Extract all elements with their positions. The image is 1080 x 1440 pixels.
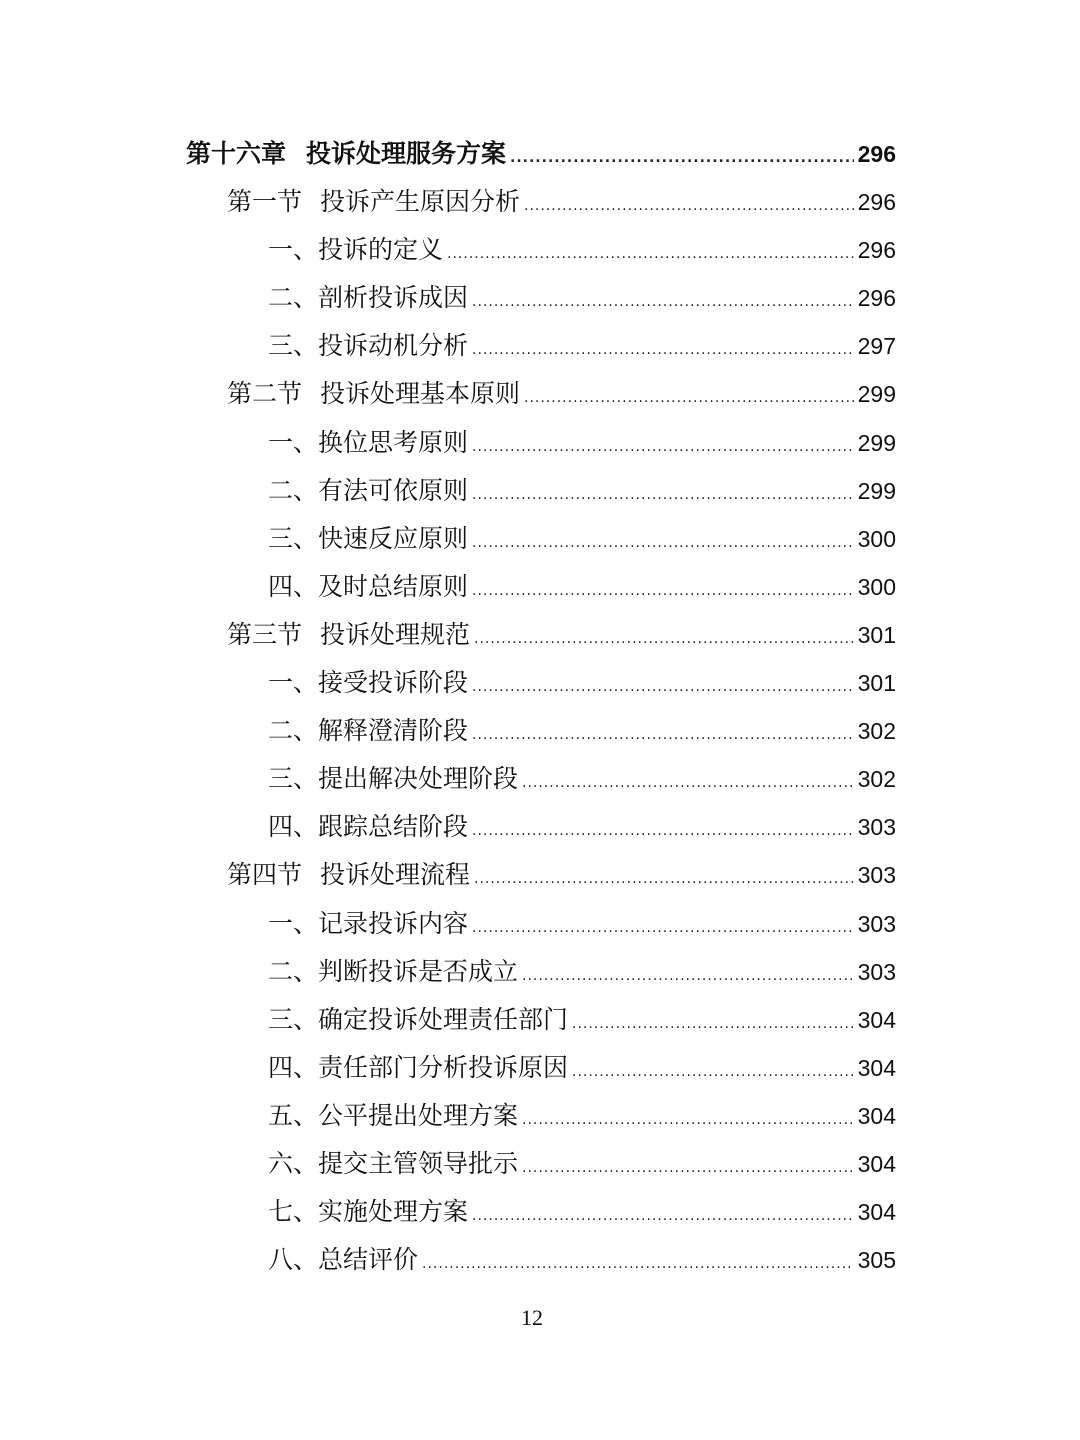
toc-item-prefix: 六、 <box>268 1148 319 1178</box>
toc-item-prefix: 二、 <box>268 283 319 313</box>
toc-section-entry <box>186 611 896 659</box>
toc-section-prefix: 第一节 <box>227 187 303 217</box>
toc-item-page: 300 <box>857 573 896 600</box>
toc-item-entry <box>186 226 896 274</box>
toc-section-title: 投诉处理规范 <box>320 619 471 649</box>
toc-item-title: 记录投诉内容 <box>318 908 469 938</box>
toc-item-page: 304 <box>857 1006 896 1033</box>
toc-item-title: 提出解决处理阶段 <box>318 764 519 794</box>
toc-item-entry <box>186 1044 896 1092</box>
toc-dot-leader <box>474 615 854 663</box>
toc-item-title: 换位思考原则 <box>318 427 469 457</box>
toc-item-title: 剖析投诉成因 <box>318 283 469 313</box>
toc-item-entry <box>186 563 896 611</box>
toc-section-title: 投诉处理基本原则 <box>320 379 521 409</box>
toc-item-entry <box>186 755 896 803</box>
toc-dot-leader <box>572 1000 854 1048</box>
toc-dot-leader <box>510 134 854 182</box>
toc-item-prefix: 二、 <box>268 716 319 746</box>
toc-section-page: 296 <box>857 189 896 216</box>
toc-dot-leader <box>522 759 854 807</box>
toc-item-page: 296 <box>857 237 896 264</box>
toc-section-page: 301 <box>857 621 896 648</box>
toc-item-page: 303 <box>857 910 896 937</box>
toc-section-entry <box>186 851 896 899</box>
toc-section-entry <box>186 178 896 226</box>
toc-item-entry <box>186 659 896 707</box>
toc-dot-leader <box>474 855 854 903</box>
toc-item-prefix: 二、 <box>268 475 319 505</box>
toc-item-title: 及时总结原则 <box>318 571 469 601</box>
toc-dot-leader <box>572 1048 854 1096</box>
toc-item-title: 接受投诉阶段 <box>318 668 469 698</box>
toc-dot-leader <box>472 471 854 519</box>
toc-item-page: 302 <box>857 766 896 793</box>
toc-item-title: 公平提出处理方案 <box>318 1100 519 1130</box>
toc-item-prefix: 一、 <box>268 908 319 938</box>
toc-item-prefix: 二、 <box>268 956 319 986</box>
toc-dot-leader <box>522 1096 854 1144</box>
toc-item-prefix: 八、 <box>268 1245 319 1275</box>
toc-item-prefix: 四、 <box>268 571 319 601</box>
toc-item-title: 投诉动机分析 <box>318 331 469 361</box>
toc-dot-leader <box>472 711 854 759</box>
toc-section-page: 299 <box>857 381 896 408</box>
toc-dot-leader <box>524 374 854 422</box>
toc-dot-leader <box>472 278 854 326</box>
toc-item-page: 303 <box>857 814 896 841</box>
toc-item-title: 快速反应原则 <box>318 523 469 553</box>
toc-dot-leader <box>472 807 854 855</box>
toc-item-page: 304 <box>857 1150 896 1177</box>
toc-section-prefix: 第四节 <box>227 860 303 890</box>
toc-dot-leader <box>472 663 854 711</box>
toc-dot-leader <box>522 952 854 1000</box>
toc-item-page: 300 <box>857 525 896 552</box>
toc-dot-leader <box>447 230 854 278</box>
toc-dot-leader <box>422 1240 854 1288</box>
toc-item-title: 责任部门分析投诉原因 <box>318 1052 569 1082</box>
toc-dot-leader <box>472 423 854 471</box>
toc-item-entry <box>186 948 896 996</box>
toc-item-prefix: 三、 <box>268 764 319 794</box>
toc-item-page: 296 <box>857 285 896 312</box>
toc-item-entry <box>186 707 896 755</box>
toc-section-page: 303 <box>857 862 896 889</box>
toc-section-prefix: 第三节 <box>227 619 303 649</box>
toc-item-entry <box>186 515 896 563</box>
toc-chapter-title: 投诉处理服务方案 <box>306 139 507 168</box>
toc-item-page: 299 <box>857 477 896 504</box>
toc-item-page: 303 <box>857 958 896 985</box>
toc-item-prefix: 三、 <box>268 1004 319 1034</box>
toc-item-entry <box>186 996 896 1044</box>
toc-item-entry <box>186 467 896 515</box>
toc-item-entry <box>186 322 896 370</box>
page-number: 12 <box>521 1305 543 1330</box>
toc-dot-leader <box>472 904 854 952</box>
toc-item-page: 304 <box>857 1199 896 1226</box>
toc-item-prefix: 三、 <box>268 523 319 553</box>
toc-item-page: 299 <box>857 429 896 456</box>
toc-dot-leader <box>522 1144 854 1192</box>
toc-section-title: 投诉产生原因分析 <box>320 187 521 217</box>
toc-dot-leader <box>472 1192 854 1240</box>
toc-item-title: 有法可依原则 <box>318 475 469 505</box>
toc-item-title: 确定投诉处理责任部门 <box>318 1004 569 1034</box>
toc-item-entry <box>186 1140 896 1188</box>
toc-dot-leader <box>472 326 854 374</box>
toc-chapter-prefix: 第十六章 <box>186 139 287 168</box>
toc-section-entry <box>186 370 896 418</box>
toc-item-title: 实施处理方案 <box>318 1197 469 1227</box>
toc-item-page: 297 <box>857 333 896 360</box>
toc-item-prefix: 一、 <box>268 235 319 265</box>
toc-item-prefix: 一、 <box>268 668 319 698</box>
toc-item-prefix: 五、 <box>268 1100 319 1130</box>
toc-section-title: 投诉处理流程 <box>320 860 471 890</box>
toc-item-title: 判断投诉是否成立 <box>318 956 519 986</box>
toc-item-title: 总结评价 <box>318 1245 419 1275</box>
toc-item-entry <box>186 900 896 948</box>
toc-item-prefix: 七、 <box>268 1197 319 1227</box>
toc-item-page: 302 <box>857 718 896 745</box>
toc-chapter-entry <box>186 130 896 178</box>
toc-item-prefix: 四、 <box>268 812 319 842</box>
toc-dot-leader <box>472 567 854 615</box>
toc-dot-leader <box>472 519 854 567</box>
toc-item-entry <box>186 274 896 322</box>
toc-item-page: 305 <box>857 1247 896 1274</box>
table-of-contents <box>186 130 896 1284</box>
toc-section-prefix: 第二节 <box>227 379 303 409</box>
toc-item-prefix: 三、 <box>268 331 319 361</box>
toc-item-title: 跟踪总结阶段 <box>318 812 469 842</box>
toc-item-title: 投诉的定义 <box>318 235 444 265</box>
toc-item-page: 304 <box>857 1054 896 1081</box>
toc-item-entry <box>186 803 896 851</box>
toc-item-title: 解释澄清阶段 <box>318 716 469 746</box>
toc-item-page: 301 <box>857 670 896 697</box>
toc-item-title: 提交主管领导批示 <box>318 1148 519 1178</box>
toc-chapter-page: 296 <box>857 141 896 167</box>
toc-item-page: 304 <box>857 1102 896 1129</box>
toc-item-entry <box>186 419 896 467</box>
toc-dot-leader <box>524 182 854 230</box>
toc-item-prefix: 一、 <box>268 427 319 457</box>
toc-item-entry <box>186 1188 896 1236</box>
toc-item-entry <box>186 1236 896 1284</box>
toc-item-prefix: 四、 <box>268 1052 319 1082</box>
toc-item-entry <box>186 1092 896 1140</box>
